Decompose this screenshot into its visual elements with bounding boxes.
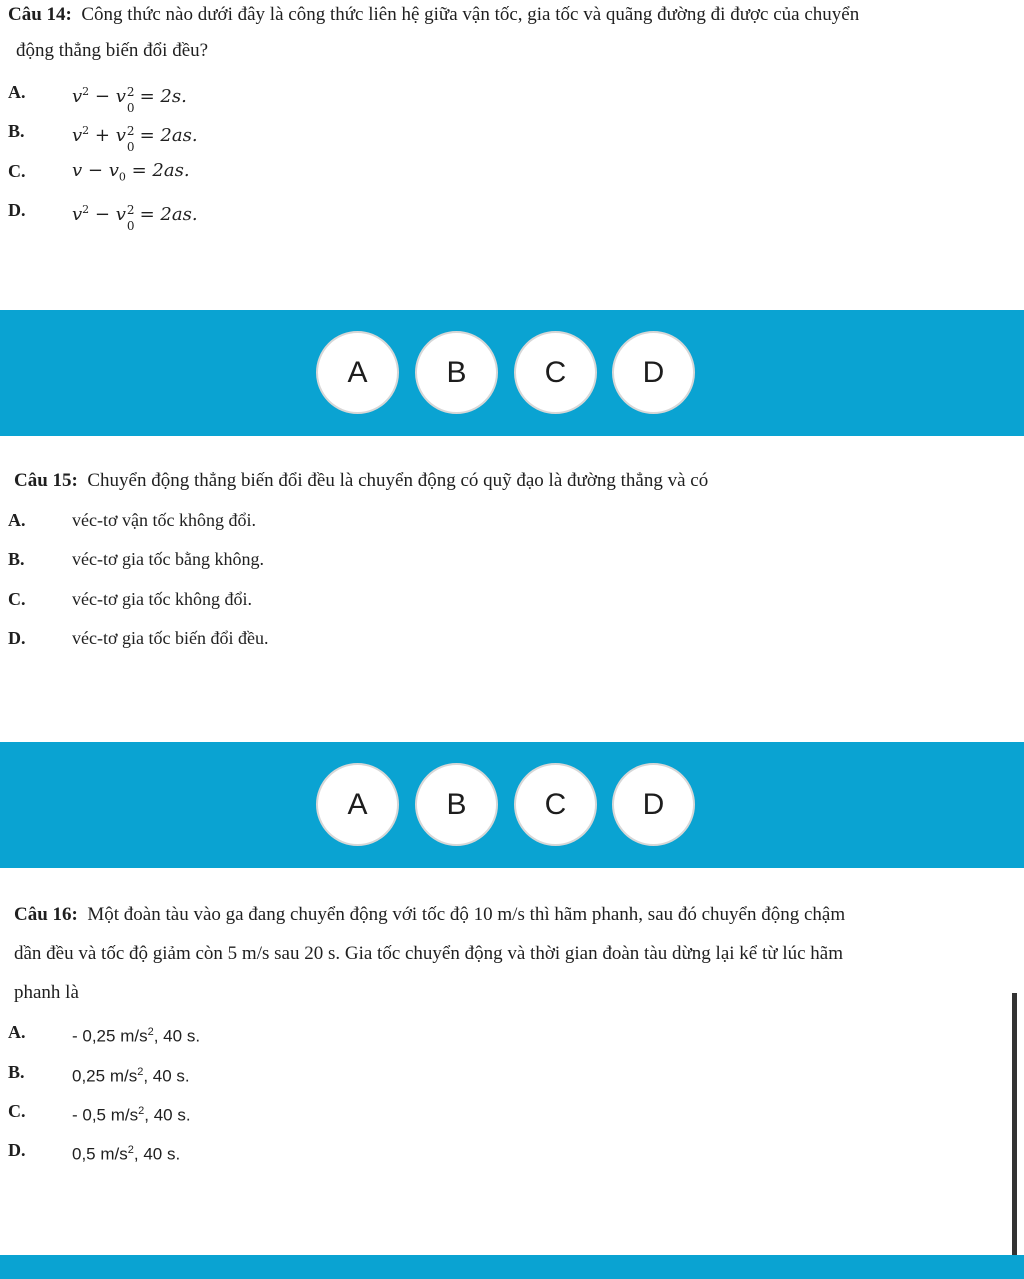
q14-choice-c[interactable]: C xyxy=(514,331,597,414)
q14-option-c-formula: $v - v_0 = 2as$. xyxy=(72,160,190,184)
q16-answer-band xyxy=(0,1255,1024,1279)
question-15-number: Câu 15: xyxy=(14,470,78,491)
scrollbar[interactable] xyxy=(1012,993,1017,1279)
question-14-card: Câu 14: Công thức nào dưới đây là công thức liên hệ giữa vận tốc, gia tốc và quãng đường đi được của chuyển động thẳng biến đổi đều? A. $v^2 - v$ 2 0 = 2s. B. $v^2 + v$ 2 0 = 2as. C. $v - v_0 = 2as$. D. $v^2 - v$ 2 0 = 2as. xyxy=(0,0,1024,310)
question-14-text-cont: động thẳng biến đổi đều? xyxy=(16,40,209,61)
q14-option-b-formula: $v^2 + v$ 2 0 = 2as. xyxy=(72,124,198,154)
q15-choice-b[interactable]: B xyxy=(415,763,498,846)
q14-choice-b[interactable]: B xyxy=(415,331,498,414)
question-16-text-line2: dần đều và tốc độ giảm còn 5 m/s sau 20 s. Gia tốc chuyển động và thời gian đoàn tàu dừng lại kể từ lúc hãm xyxy=(14,943,843,964)
question-15-text: Câu 15: Chuyển động thẳng biến đổi đều là chuyển động có quỹ đạo là đường thẳng và có xyxy=(14,470,709,491)
q15-choice-c[interactable]: C xyxy=(514,763,597,846)
question-15-card: Câu 15: Chuyển động thẳng biến đổi đều là chuyển động có quỹ đạo là đường thẳng và có A. véc-tơ vận tốc không đổi. B. véc-tơ gia tốc bằng không. C. véc-tơ gia tốc không đổi. D. véc-tơ gia tốc biến đổi đều. xyxy=(0,446,1024,742)
question-16-card: Câu 16: Một đoàn tàu vào ga đang chuyển động với tốc độ 10 m/s thì hãm phanh, sau đó chuyển động chậm dần đều và tốc độ giảm còn 5 m/s sau 20 s. Gia tốc chuyển động và thời gian đoàn tàu dừng lại kể từ lúc hãm phanh là A. - 0,25 $m/s^2$, 40 s. B. 0,25 $m/s^2$, 40 s. C. - 0,5 $m/s^2$, 40 s. D. 0,5 $m/s^2$, 40 s. xyxy=(0,878,1024,1255)
q14-answer-band xyxy=(0,310,1024,436)
q15-choice-d[interactable]: D xyxy=(612,763,695,846)
q14-choice-a[interactable]: A xyxy=(316,331,399,414)
question-16-text: Câu 16: Một đoàn tàu vào ga đang chuyển động với tốc độ 10 m/s thì hãm phanh, sau đó chuyển động chậm xyxy=(14,904,846,925)
q14-choice-d[interactable]: D xyxy=(612,331,695,414)
question-16-text-line3: phanh là xyxy=(14,982,79,1003)
q14-option-a-formula: $v^2 - v$ 2 0 = 2s. xyxy=(72,85,187,115)
q14-option-d-formula: $v^2 - v$ 2 0 = 2as. xyxy=(72,203,198,233)
q15-choice-a[interactable]: A xyxy=(316,763,399,846)
question-14-text: Câu 14: Công thức nào dưới đây là công thức liên hệ giữa vận tốc, gia tốc và quãng đường đi được của chuyển xyxy=(8,4,860,25)
question-16-number: Câu 16: xyxy=(14,904,78,925)
q15-answer-band xyxy=(0,742,1024,868)
question-14-number: Câu 14: xyxy=(8,4,72,25)
